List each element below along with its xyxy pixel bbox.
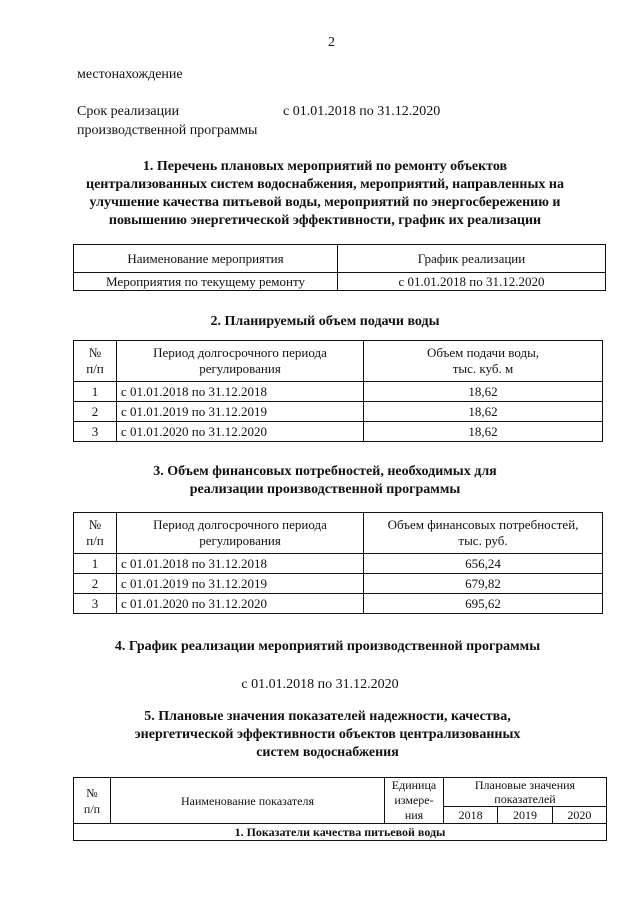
group-row-water-quality: 1. Показатели качества питьевой воды: [74, 824, 607, 841]
header-unit-line: ния: [404, 808, 424, 822]
table-header-row: [74, 513, 603, 554]
table-row: [74, 554, 603, 574]
section5-title-line: систем водоснабжения: [256, 745, 399, 760]
header-num-line: №: [88, 345, 102, 360]
section3-title: [40, 463, 610, 499]
activities-table: [73, 244, 606, 291]
cell-amount: 656,24: [364, 554, 603, 574]
cell-volume: 18,62: [364, 402, 603, 422]
table-header-row: [74, 778, 607, 807]
header-num-line: п/п: [83, 801, 101, 816]
section1-title: [40, 158, 610, 230]
header-planned-values: [444, 778, 607, 807]
cell-volume: 18,62: [364, 382, 603, 402]
header-unit-line: измере-: [394, 793, 434, 807]
table-row: [74, 382, 603, 402]
page-number: 2: [328, 35, 335, 50]
cell-period: с 01.01.2020 по 31.12.2020: [117, 594, 364, 614]
header-period: [117, 513, 364, 554]
header-period-line: Период долгосрочного периода: [153, 345, 327, 360]
location-label: местонахождение: [77, 67, 183, 82]
section1-title-line: повышению энергетической эффективности, график их реализации: [108, 213, 542, 228]
cell-num: 3: [74, 422, 117, 442]
table-row: [74, 273, 606, 291]
header-period-line: регулирования: [199, 533, 281, 548]
cell-num: 1: [74, 382, 117, 402]
section1-title-line: 1. Перечень плановых мероприятий по ремонту объектов: [142, 159, 508, 174]
water-supply-table: [73, 340, 603, 442]
header-period: [117, 341, 364, 382]
cell-period: с 01.01.2019 по 31.12.2019: [117, 574, 364, 594]
section1-title-line: централизованных систем водоснабжения, мероприятий, направленных на: [86, 177, 564, 192]
header-planned-line: показателей: [494, 792, 556, 806]
cell-amount: 679,82: [364, 574, 603, 594]
header-num-line: п/п: [86, 533, 104, 548]
header-num: [74, 513, 117, 554]
term-label-line1: Срок реализации: [77, 104, 180, 119]
header-unit-line: Единица: [391, 778, 437, 792]
header-schedule: График реализации: [338, 245, 606, 273]
cell-volume: 18,62: [364, 422, 603, 442]
header-period-line: Период долгосрочного периода: [153, 517, 327, 532]
header-volume-line: Объем подачи воды,: [426, 345, 540, 360]
table-row: [74, 402, 603, 422]
header-period-line: регулирования: [199, 361, 281, 376]
header-financial-line: Объем финансовых потребностей,: [387, 517, 579, 532]
cell-num: 3: [74, 594, 117, 614]
term-label-line2: производственной программы: [77, 123, 258, 138]
indicators-table: [73, 777, 607, 841]
header-year-2020: 2020: [552, 807, 606, 824]
table-header-row: [74, 245, 606, 273]
header-financial-line: тыс. руб.: [458, 533, 508, 548]
header-planned-line: Плановые значения: [474, 778, 576, 792]
table-group-row: [74, 824, 607, 841]
section5-title-line: 5. Плановые значения показателей надежности, качества,: [144, 709, 511, 724]
term-value: с 01.01.2018 по 31.12.2020: [283, 104, 441, 119]
cell-period: с 01.01.2020 по 31.12.2020: [117, 422, 364, 442]
header-num: [74, 341, 117, 382]
header-unit: [385, 778, 444, 824]
header-year-2018: 2018: [444, 807, 498, 824]
header-volume-line: тыс. куб. м: [452, 361, 514, 376]
section2-title: 2. Планируемый объем подачи воды: [210, 314, 440, 329]
header-num-line: п/п: [86, 361, 104, 376]
cell-schedule: с 01.01.2018 по 31.12.2020: [338, 273, 606, 291]
section1-title-line: улучшение качества питьевой воды, мероприятий по энергосбережению и: [89, 195, 561, 210]
section5-title-line: энергетической эффективности объектов централизованных: [134, 727, 521, 742]
section5-title: [40, 708, 615, 762]
cell-period: с 01.01.2018 по 31.12.2018: [117, 554, 364, 574]
section4-period: с 01.01.2018 по 31.12.2020: [241, 677, 399, 692]
table-header-row: [74, 341, 603, 382]
section4-title: 4. График реализации мероприятий производственной программы: [114, 639, 541, 654]
cell-num: 2: [74, 574, 117, 594]
cell-activity: Мероприятия по текущему ремонту: [74, 273, 338, 291]
table-row: [74, 574, 603, 594]
header-financial: [364, 513, 603, 554]
header-num-line: №: [86, 785, 98, 800]
cell-num: 2: [74, 402, 117, 422]
table-row: [74, 594, 603, 614]
section3-title-line: реализации производственной программы: [189, 482, 461, 497]
header-year-2019: 2019: [498, 807, 552, 824]
table-row: [74, 422, 603, 442]
cell-period: с 01.01.2019 по 31.12.2019: [117, 402, 364, 422]
cell-num: 1: [74, 554, 117, 574]
section3-title-line: 3. Объем финансовых потребностей, необходимых для: [153, 464, 497, 479]
header-volume: [364, 341, 603, 382]
financial-needs-table: [73, 512, 603, 614]
header-num-line: №: [88, 517, 102, 532]
cell-period: с 01.01.2018 по 31.12.2018: [117, 382, 364, 402]
header-activity-name: Наименование мероприятия: [74, 245, 338, 273]
cell-amount: 695,62: [364, 594, 603, 614]
header-num: [74, 778, 111, 824]
header-indicator-name: Наименование показателя: [111, 778, 385, 824]
